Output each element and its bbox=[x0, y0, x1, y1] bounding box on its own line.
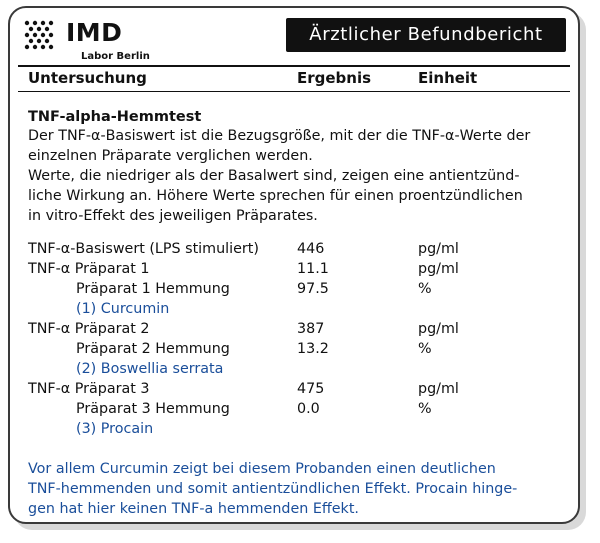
intro-line: liche Wirkung an. Höhere Werte sprechen für einen proentzündlichen bbox=[28, 188, 523, 204]
result-unit: % bbox=[418, 401, 432, 417]
result-value: 97.5 bbox=[297, 281, 329, 297]
section-title: TNF-alpha-Hemmtest bbox=[28, 109, 202, 125]
result-value: 13.2 bbox=[297, 341, 329, 357]
header-divider bbox=[18, 65, 570, 67]
result-label: Präparat 3 Hemmung bbox=[76, 401, 230, 417]
logo-name: IMD bbox=[66, 18, 123, 47]
preparation-name: (2) Boswellia serrata bbox=[76, 361, 224, 377]
conclusion-line: TNF-hemmenden und somit antientzündlichen Effekt. Procain hinge- bbox=[28, 481, 518, 497]
report-card bbox=[8, 6, 580, 524]
column-divider bbox=[18, 91, 570, 92]
result-label: Präparat 1 Hemmung bbox=[76, 281, 230, 297]
intro-line: Werte, die niedriger als der Basalwert sind, zeigen eine antientzünd- bbox=[28, 168, 520, 184]
result-label: TNF-α Präparat 1 bbox=[28, 261, 150, 277]
conclusion-text bbox=[28, 459, 573, 519]
intro-paragraph-1 bbox=[28, 126, 568, 166]
result-value: 475 bbox=[297, 381, 325, 397]
intro-line: einzelnen Präparate verglichen werden. bbox=[28, 148, 313, 164]
column-header-untersuchung: Untersuchung bbox=[28, 69, 147, 87]
logo-subtitle: Labor Berlin bbox=[81, 51, 150, 62]
preparation-name: (1) Curcumin bbox=[76, 301, 170, 317]
result-value: 11.1 bbox=[297, 261, 329, 277]
result-label: TNF-α Präparat 3 bbox=[28, 381, 150, 397]
result-value: 387 bbox=[297, 321, 325, 337]
report-title: Ärztlicher Befundbericht bbox=[286, 18, 566, 52]
result-unit: pg/ml bbox=[418, 241, 459, 257]
result-value: 0.0 bbox=[297, 401, 320, 417]
intro-paragraph-2 bbox=[28, 166, 568, 226]
result-unit: pg/ml bbox=[418, 321, 459, 337]
intro-line: in vitro-Effekt des jeweiligen Präparates. bbox=[28, 208, 318, 224]
conclusion-line: Vor allem Curcumin zeigt bei diesem Probanden einen deutlichen bbox=[28, 461, 496, 477]
result-unit: pg/ml bbox=[418, 261, 459, 277]
result-label: TNF-α Präparat 2 bbox=[28, 321, 150, 337]
imd-logo bbox=[24, 18, 194, 68]
column-header-ergebnis: Ergebnis bbox=[297, 69, 372, 87]
column-header-einheit: Einheit bbox=[418, 69, 478, 87]
conclusion-line: gen hat hier keinen TNF-a hemmenden Effekt. bbox=[28, 501, 359, 517]
result-value: 446 bbox=[297, 241, 325, 257]
intro-line: Der TNF-α-Basiswert ist die Bezugsgröße, mit der die TNF-α-Werte der bbox=[28, 128, 531, 144]
result-unit: % bbox=[418, 341, 432, 357]
result-label: TNF-α-Basiswert (LPS stimuliert) bbox=[28, 241, 259, 257]
logo-dots-icon bbox=[24, 20, 60, 50]
preparation-name: (3) Procain bbox=[76, 421, 154, 437]
result-label: Präparat 2 Hemmung bbox=[76, 341, 230, 357]
result-unit: pg/ml bbox=[418, 381, 459, 397]
result-unit: % bbox=[418, 281, 432, 297]
